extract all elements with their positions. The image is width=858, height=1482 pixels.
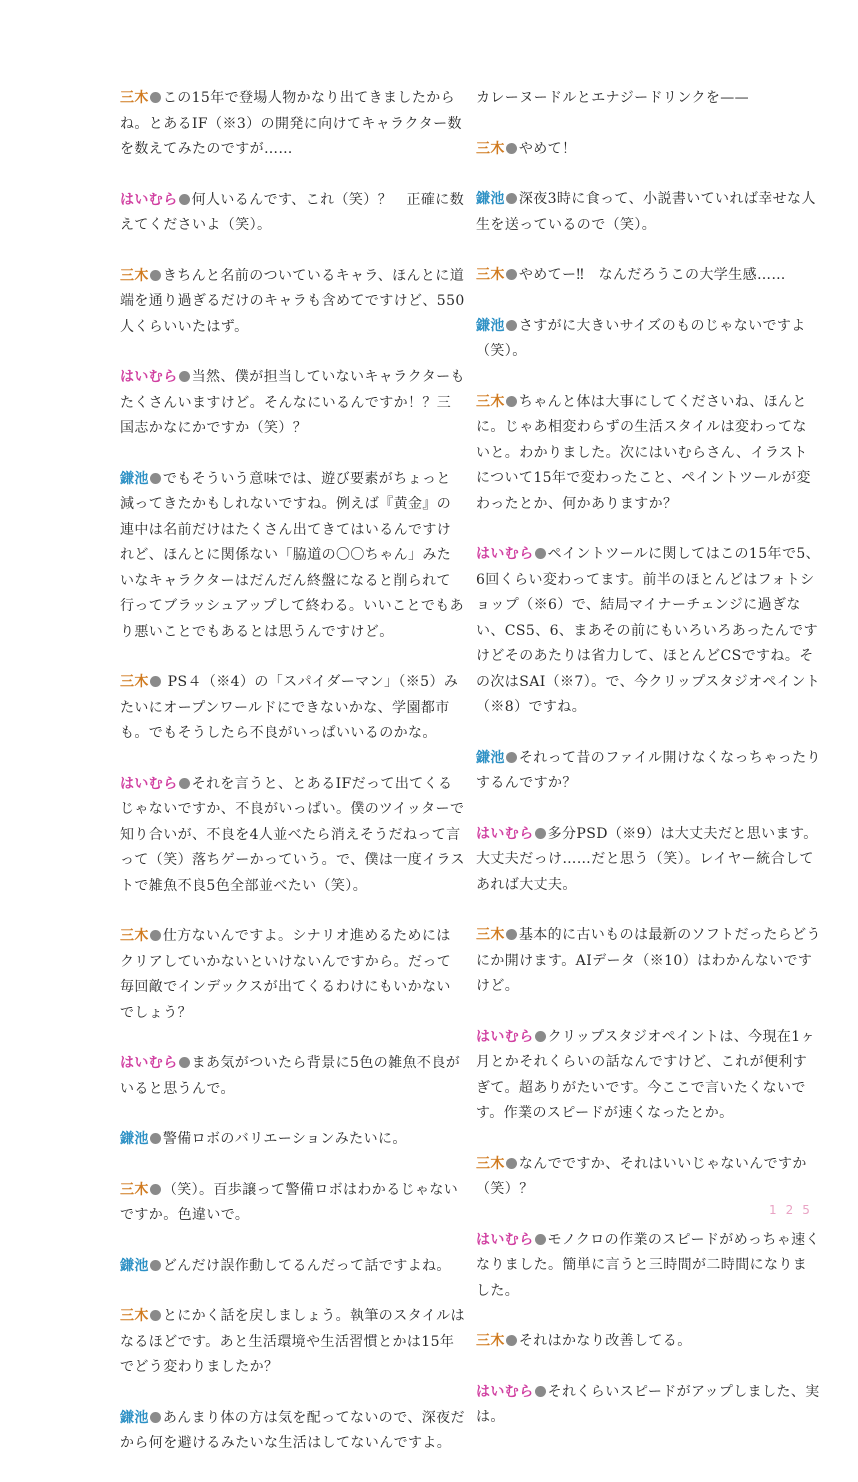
speaker-dot-icon bbox=[506, 193, 517, 204]
speaker-dot-icon bbox=[150, 92, 161, 103]
speaker-name: 三木 bbox=[476, 1333, 505, 1349]
dialogue-text: さすがに大きいサイズのものじゃないですよ（笑）。 bbox=[476, 317, 806, 359]
speaker-dot-icon bbox=[150, 473, 161, 484]
dialogue-text: 警備ロボのバリエーションみたいに。 bbox=[162, 1131, 407, 1147]
dialogue-paragraph bbox=[120, 467, 465, 646]
dialogue-paragraph bbox=[120, 264, 465, 341]
speaker-dot-icon bbox=[506, 929, 517, 940]
dialogue-paragraph bbox=[120, 1127, 465, 1153]
dialogue-text: 仕方ないんですよ。シナリオ進めるためにはクリアしていかないといけないんですから。だって毎回敵でインデックスが出てくるわけにもいかないでしょう？ bbox=[120, 928, 452, 1021]
speaker-dot-icon bbox=[179, 371, 190, 382]
speaker-dot-icon bbox=[150, 1310, 161, 1321]
speaker-name: 三木 bbox=[476, 1155, 505, 1172]
dialogue-paragraph bbox=[120, 772, 465, 900]
dialogue-paragraph bbox=[476, 1025, 821, 1127]
dialogue-text: 何人いるんです、これ（笑）？ 正確に数えてくださいよ（笑）。 bbox=[120, 191, 465, 233]
dialogue-text: ペイントツールに関してはこの15年で5、6回くらい変わってます。前半のほとんどはフォトショップ（※6）で、結局マイナーチェンジに過ぎない、CS5、6、まあその前にもいろいろあったんですけどそのあたりは省力して、ほとんどCSですね。その次はSAI（※7）。で、今クリップスタジオペイント（※8）ですね。 bbox=[476, 546, 821, 715]
speaker-name: 三木 bbox=[120, 90, 149, 106]
speaker-dot-icon bbox=[506, 143, 517, 154]
speaker-name: はいむら bbox=[476, 1231, 534, 1248]
dialogue-paragraph bbox=[476, 923, 821, 1000]
dialogue-text: どんだけ誤作動してるんだって話ですよね。 bbox=[162, 1257, 451, 1274]
right-column bbox=[476, 86, 821, 1456]
speaker-name: 鎌池 bbox=[120, 1257, 149, 1274]
dialogue-paragraph bbox=[476, 187, 821, 238]
speaker-dot-icon bbox=[150, 676, 161, 687]
speaker-name: 鎌池 bbox=[120, 1409, 149, 1426]
dialogue-text: モノクロの作業のスピードがめっちゃ速くなりました。簡単に言うと三時間が二時間になりました。 bbox=[476, 1231, 820, 1299]
dialogue-text: やめて！ bbox=[518, 140, 577, 157]
dialogue-paragraph bbox=[120, 1406, 465, 1457]
speaker-dot-icon bbox=[150, 270, 161, 281]
dialogue-paragraph bbox=[120, 1254, 465, 1280]
speaker-dot-icon bbox=[150, 1184, 161, 1195]
speaker-name: はいむら bbox=[120, 191, 178, 208]
speaker-dot-icon bbox=[506, 1158, 517, 1169]
speaker-name: 三木 bbox=[476, 927, 505, 943]
dialogue-paragraph bbox=[476, 1228, 821, 1305]
dialogue-paragraph bbox=[120, 365, 465, 442]
speaker-dot-icon bbox=[150, 1412, 161, 1423]
speaker-name: はいむら bbox=[476, 546, 534, 562]
dialogue-text: なんでですか、それはいいじゃないんですか（笑）？ bbox=[476, 1155, 807, 1197]
speaker-name: はいむら bbox=[120, 1055, 178, 1071]
speaker-name: 鎌池 bbox=[120, 1131, 149, 1147]
dialogue-text: 深夜3時に食って、小説書いていれば幸せな人生を送っているので（笑）。 bbox=[476, 191, 816, 233]
speaker-dot-icon bbox=[179, 194, 190, 205]
dialogue-text: クリップスタジオペイントは、今現在1ヶ月とかそれくらいの話なんですけど、これが便利すぎて。超ありがたいです。今ここで言いたくないです。作業のスピードが速くなったとか。 bbox=[476, 1028, 815, 1121]
dialogue-text: まあ気がついたら背景に5色の雑魚不良がいると思うんで。 bbox=[120, 1055, 461, 1097]
dialogue-paragraph bbox=[476, 86, 821, 112]
speaker-dot-icon bbox=[506, 320, 517, 331]
speaker-name: 鎌池 bbox=[476, 749, 505, 766]
speaker-name: はいむら bbox=[120, 369, 178, 385]
dialogue-paragraph bbox=[120, 1304, 465, 1381]
speaker-name: 鎌池 bbox=[120, 470, 149, 487]
dialogue-text: ちゃんと体は大事にしてくださいね、ほんとに。じゃあ相変わらずの生活スタイルは変わってないと。わかりました。次にはいむらさん、イラストについて15年で変わったこと、ペイントツールが変わったとか、何かありますか？ bbox=[476, 393, 811, 512]
dialogue-text: でもそういう意味では、遊び要素がちょっと減ってきたかもしれないですね。例えば『黄金』の連中は名前だけはたくさん出てきてはいるんですけれど、ほんとに関係ない「脇道の〇〇ちゃん」みたいなキャラクターはだんだん終盤になると削られて行ってブラッシュアップして終わる。いいことでもあり悪いことでもあるとは思うんですけど。 bbox=[120, 470, 465, 640]
dialogue-text: きちんと名前のついているキャラ、ほんとに道端を通り過ぎるだけのキャラも含めてですけど、550人くらいいたはず。 bbox=[120, 267, 465, 335]
speaker-name: 三木 bbox=[120, 1181, 149, 1198]
speaker-name: はいむら bbox=[120, 775, 178, 792]
dialogue-paragraph bbox=[476, 542, 821, 721]
speaker-name: 鎌池 bbox=[476, 191, 505, 207]
dialogue-paragraph bbox=[476, 314, 821, 365]
speaker-name: 三木 bbox=[120, 928, 149, 944]
speaker-dot-icon bbox=[506, 396, 517, 407]
speaker-name: はいむら bbox=[476, 825, 534, 842]
speaker-name: 三木 bbox=[120, 267, 149, 284]
dialogue-paragraph bbox=[120, 924, 465, 1026]
speaker-dot-icon bbox=[506, 752, 517, 763]
speaker-dot-icon bbox=[506, 269, 517, 280]
dialogue-text: それを言うと、とあるIFだって出てくるじゃないですか、不良がいっぱい。僕のツイッターで知り合いが、不良を4人並べたら消えそうだねって言って（笑）落ちゲーかっていう。で、僕は一度イラストで雑魚不良5色全部並べたい（笑）。 bbox=[120, 775, 465, 894]
dialogue-text: PS４（※4）の「スパイダーマン」（※5）みたいにオープンワールドにできないかな、学園都市も。でもそうしたら不良がいっぱいいるのかな。 bbox=[120, 674, 459, 741]
speaker-dot-icon bbox=[150, 930, 161, 941]
speaker-name: はいむら bbox=[476, 1383, 534, 1400]
speaker-dot-icon bbox=[150, 1260, 161, 1271]
speaker-name: はいむら bbox=[476, 1028, 534, 1045]
dialogue-text: それはかなり改善してる。 bbox=[518, 1333, 692, 1349]
speaker-dot-icon bbox=[535, 548, 546, 559]
speaker-dot-icon bbox=[179, 778, 190, 789]
speaker-name: 三木 bbox=[476, 393, 505, 410]
dialogue-paragraph bbox=[476, 822, 821, 899]
dialogue-text: あんまり体の方は気を配ってないので、深夜だから何を避けるみたいな生活はしてないんですよ。 bbox=[120, 1409, 465, 1451]
dialogue-paragraph bbox=[476, 1329, 821, 1355]
dialogue-paragraph bbox=[476, 1380, 821, 1431]
dialogue-text: カレーヌードルとエナジードリンクを—— bbox=[476, 90, 750, 106]
dialogue-paragraph bbox=[476, 1152, 821, 1203]
dialogue-text: とにかく話を戻しましょう。執筆のスタイルはなるほどです。あと生活環境や生活習慣とかは15年でどう変わりましたか？ bbox=[120, 1308, 465, 1375]
speaker-dot-icon bbox=[535, 1234, 546, 1245]
dialogue-text: それくらいスピードがアップしました、実は。 bbox=[476, 1383, 820, 1425]
dialogue-text: 当然、僕が担当していないキャラクターもたくさんいますけど。そんなにいるんですか！？三国志かなにかですか（笑）？ bbox=[120, 369, 465, 436]
dialogue-paragraph bbox=[476, 390, 821, 518]
dialogue-text: 基本的に古いものは最新のソフトだったらどうにか開けます。AIデータ（※10）はわかんないですけど。 bbox=[476, 927, 821, 994]
dialogue-paragraph bbox=[120, 1051, 465, 1102]
speaker-dot-icon bbox=[535, 1386, 546, 1397]
speaker-name: 鎌池 bbox=[476, 317, 505, 334]
dialogue-text: やめてー‼ なんだろうこの大学生感…… bbox=[518, 267, 786, 283]
speaker-dot-icon bbox=[535, 828, 546, 839]
dialogue-text: この15年で登場人物かなり出てきましたからね。とあるIF（※3）の開発に向けてキャラクター数を数えてみたのですが…… bbox=[120, 90, 462, 157]
speaker-name: 三木 bbox=[476, 140, 505, 157]
dialogue-paragraph bbox=[120, 670, 465, 747]
dialogue-paragraph bbox=[476, 746, 821, 797]
dialogue-text: それって昔のファイル開けなくなっちゃったりするんですか？ bbox=[476, 749, 821, 791]
speaker-dot-icon bbox=[506, 1335, 517, 1346]
speaker-dot-icon bbox=[179, 1057, 190, 1068]
dialogue-paragraph bbox=[120, 188, 465, 239]
page-number: 125 bbox=[769, 1203, 819, 1217]
dialogue-paragraph bbox=[120, 1178, 465, 1229]
speaker-name: 三木 bbox=[120, 1308, 149, 1324]
dialogue-paragraph bbox=[120, 86, 465, 163]
dialogue-text: （笑）。百歩譲って警備ロボはわかるじゃないですか。色違いで。 bbox=[120, 1181, 459, 1223]
dialogue-text: 多分PSD（※9）は大丈夫だと思います。大丈夫だっけ……だと思う（笑）。レイヤー統合してあれば大丈夫。 bbox=[476, 825, 818, 893]
speaker-dot-icon bbox=[150, 1133, 161, 1144]
dialogue-paragraph bbox=[476, 263, 821, 289]
left-column bbox=[120, 86, 465, 1482]
speaker-name: 三木 bbox=[120, 674, 149, 690]
speaker-name: 三木 bbox=[476, 267, 505, 283]
dialogue-paragraph bbox=[476, 137, 821, 163]
speaker-dot-icon bbox=[535, 1031, 546, 1042]
